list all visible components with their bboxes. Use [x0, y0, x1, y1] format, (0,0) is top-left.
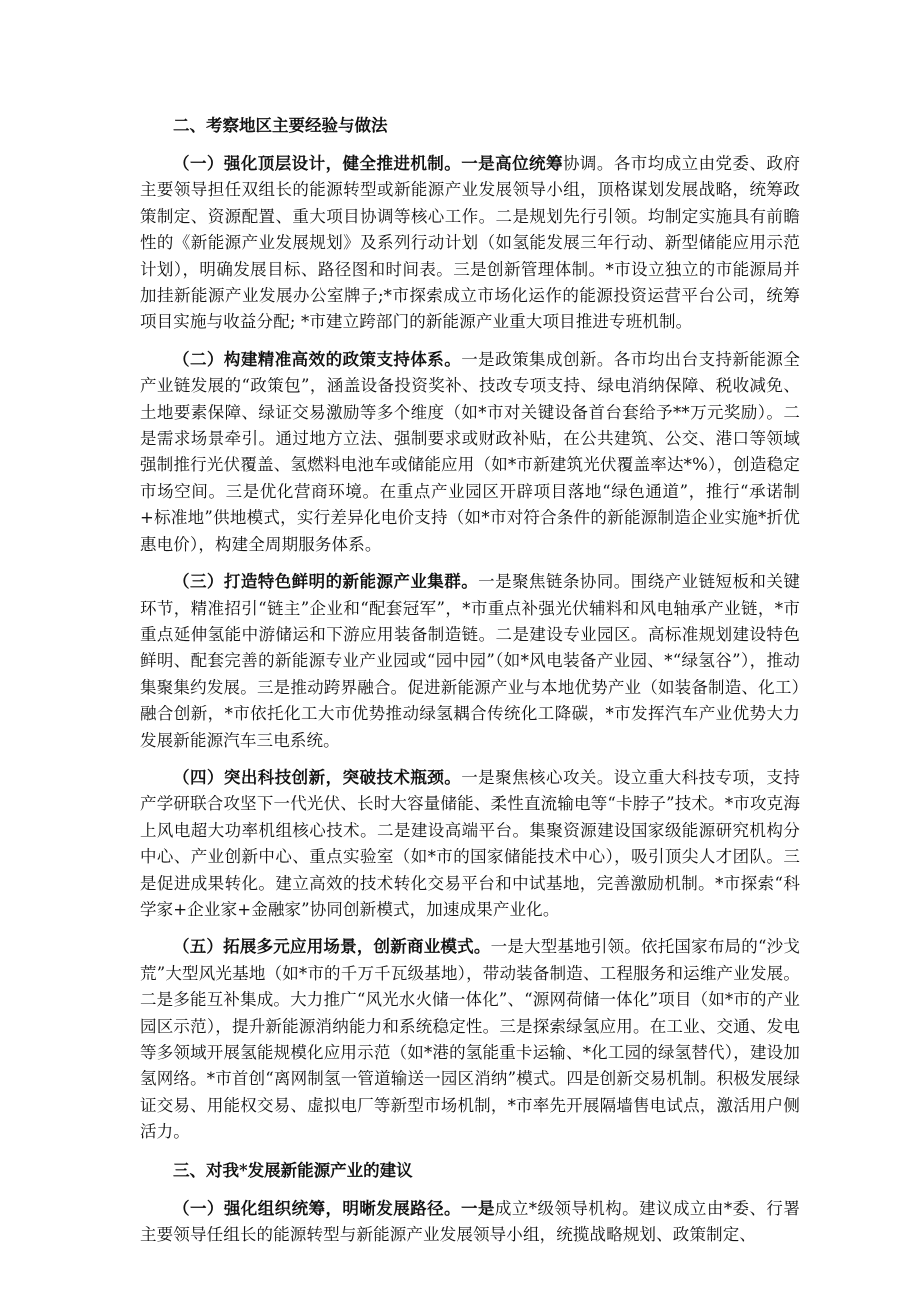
paragraph [140, 765, 800, 923]
paragraph [140, 151, 800, 336]
paragraph [140, 1196, 800, 1249]
paragraph-text: 一是政策集成创新。各市均出台支持新能源全产业链发展的“政策包”，涵盖设备投资奖补、技改专项支持、绿电消纳保障、税收减免、土地要素保障、绿证交易激励等多个维度（如*市对关键设备首台套给予**万元奖励）。二是需求场景牵引。通过地方立法、强制要求或财政补贴，在公共建筑、公交、港口等领域强制推行光伏覆盖、氢燃料电池车或储能应用（如*市新建筑光伏覆盖率达*%），创造稳定市场空间。三是优化营商环境。在重点产业园区开辟项目落地“绿色通道”，推行“承诺制+标准地”供地模式，实行差异化电价支持（如*市对符合条件的新能源制造企业实施*折优惠电价），构建全周期服务体系。 [140, 349, 800, 554]
paragraph-lead: （一）强化顶层设计，健全推进机制。一是高位统筹 [173, 154, 563, 173]
paragraph [140, 347, 800, 558]
paragraph-text: 一是聚焦链条协同。围绕产业链短板和关键环节，精准招引“链主”企业和“配套冠军”，*市重点补强光伏辅料和风电轴承产业链，*市重点延伸氢能中游储运和下游应用装备制造链。二是建设专业园区。高标准规划建设特色鲜明、配套完善的新能源专业产业园或“园中园”（如*风电装备产业园、*“绿氢谷”），推动集聚集约发展。三是推动跨界融合。促进新能源产业与本地优势产业（如装备制造、化工）融合创新，*市依托化工大市优势推动绿氢耦合传统化工降碳，*市发挥汽车产业优势大力发展新能源汽车三电系统。 [140, 572, 800, 750]
document-body [140, 112, 800, 1259]
paragraph-text: 一是聚焦核心攻关。设立重大科技专项，支持产学研联合攻坚下一代光伏、长时大容量储能、柔性直流输电等“卡脖子”技术。*市攻克海上风电超大功率机组核心技术。二是建设高端平台。集聚资源建设国家级能源研究机构分中心、产业创新中心、重点实验室（如*市的国家储能技术中心），吸引顶尖人才团队。三是促进成果转化。建立高效的技术转化交易平台和中试基地，完善激励机制。*市探索“科学家+企业家+金融家”协同创新模式，加速成果产业化。 [140, 767, 800, 919]
paragraph-lead: （五）拓展多元应用场景，创新商业模式。 [173, 937, 491, 957]
paragraph [140, 569, 800, 754]
paragraph-text: 成立*级领导机构。建议成立由*委、行署主要领导任组长的能源转型与新能源产业发展领导小组，统揽战略规划、政策制定、 [140, 1198, 800, 1245]
paragraph-lead: （四）突出科技创新，突破技术瓶颈。 [173, 767, 462, 787]
paragraph-text: 协调。各市均成立由党委、政府主要领导担任双组长的能源转型或新能源产业发展领导小组，顶格谋划发展战略，统筹政策制定、资源配置、重大项目协调等核心工作。二是规划先行引领。均制定实施具有前瞻性的《新能源产业发展规划》及系列行动计划（如氢能发展三年行动、新型储能应用示范计划），明确发展目标、路径图和时间表。三是创新管理体制。*市设立独立的市能源局并加挂新能源产业发展办公室牌子;*市探索成立市场化运作的能源投资运营平台公司，统筹项目实施与收益分配; *市建立跨部门的新能源产业重大项目推进专班机制。 [140, 154, 801, 332]
paragraph-lead: （一）强化组织统筹，明晰发展路径。一是 [173, 1198, 495, 1218]
section-heading: 二、考察地区主要经验与做法 [173, 116, 388, 135]
section-heading: 三、对我*发展新能源产业的建议 [173, 1160, 413, 1180]
paragraph-lead: （三）打造特色鲜明的新能源产业集群。 [173, 572, 479, 592]
paragraph-lead: （二）构建精准高效的政策支持体系。 [173, 349, 462, 369]
paragraph [140, 934, 800, 1145]
paragraph-text: 一是大型基地引领。依托国家布局的“沙戈荒”大型风光基地（如*市的千万千瓦级基地），带动装备制造、工程服务和运维产业发展。二是多能互补集成。大力推广“风光水火储一体化”、“源网荷储一体化”项目（如*市的产业园区示范），提升新能源消纳能力和系统稳定性。三是探索绿氢应用。在工业、交通、发电等多领域开展氢能规模化应用示范（如*港的氢能重卡运输、*化工园的绿氢替代），建设加氢网络。*市首创“离网制氢一管道输送一园区消纳”模式。四是创新交易机制。积极发展绿证交易、用能权交易、虚拟电厂等新型市场机制，*市率先开展隔墙售电试点，激活用户侧活力。 [140, 937, 800, 1142]
